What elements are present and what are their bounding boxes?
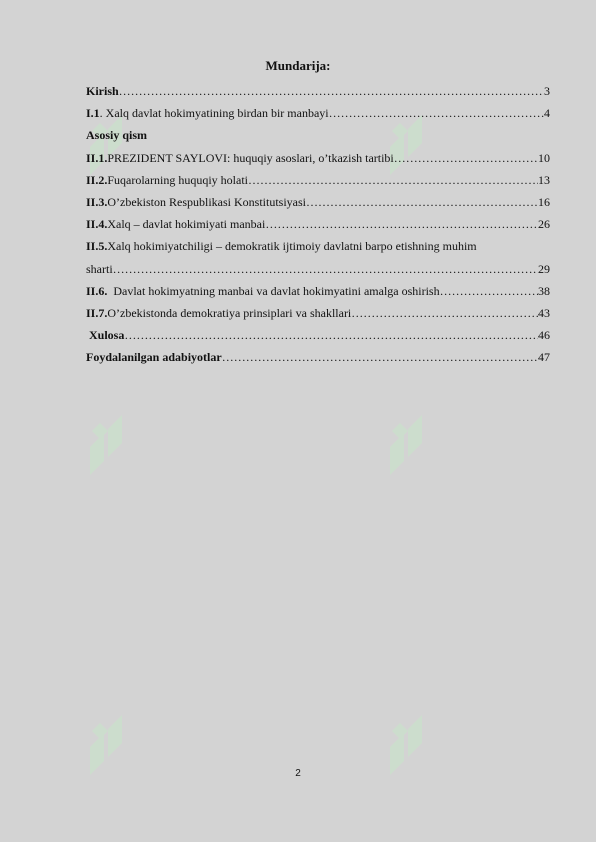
toc-leader-dots bbox=[306, 191, 538, 213]
toc-leader-dots bbox=[329, 102, 544, 124]
toc-entry-page: 46 bbox=[538, 328, 550, 343]
toc-entry-page: 3 bbox=[544, 84, 550, 98]
toc-entry-label: Davlat hokimyatning manbai va davlat hokimyatini amalga oshirish bbox=[107, 283, 440, 298]
toc-entry-number: II.6. bbox=[86, 283, 108, 298]
toc-entry-label: Foydalanilgan adabiyotlar bbox=[86, 350, 222, 365]
toc-entry-page: 13 bbox=[538, 172, 550, 187]
toc-leader-dots bbox=[265, 213, 538, 235]
toc-title: Mundarija: bbox=[265, 58, 331, 73]
toc-entry-label: Kirish bbox=[86, 84, 119, 98]
toc-entry-continuation[interactable] bbox=[86, 258, 550, 280]
toc-entry[interactable] bbox=[86, 102, 550, 124]
toc-entry[interactable] bbox=[86, 147, 550, 169]
toc-entry[interactable] bbox=[86, 213, 550, 235]
toc-entry[interactable] bbox=[86, 80, 550, 102]
toc-entry-label: . Xalq davlat hokimyatining birdan bir manbayi bbox=[99, 106, 329, 121]
toc-entry-label: Xalq hokimiyatchiligi – demokratik ijtimoiy davlatni barpo etishning muhim bbox=[107, 239, 477, 254]
toc-entry-page: 4 bbox=[544, 106, 550, 121]
toc-entry-number: II.3. bbox=[86, 195, 108, 210]
toc-leader-dots bbox=[119, 80, 544, 102]
toc-entry-label: Xulosa bbox=[89, 328, 125, 343]
toc-entry[interactable] bbox=[86, 169, 550, 191]
soff-watermark-logo bbox=[370, 355, 520, 505]
toc-entry-number: II.5. bbox=[86, 239, 108, 254]
toc-leader-dots bbox=[248, 169, 538, 191]
toc-entry-page: 29 bbox=[538, 261, 550, 276]
soff-watermark-logo bbox=[70, 355, 220, 505]
toc-leader-dots bbox=[113, 258, 538, 280]
soff-watermark-logo bbox=[370, 655, 520, 805]
toc-entry[interactable] bbox=[86, 302, 550, 324]
toc-entry[interactable] bbox=[86, 235, 550, 257]
toc-entry[interactable] bbox=[86, 191, 550, 213]
toc-entry-label: Fuqarolarning huquqiy holati bbox=[107, 172, 248, 187]
toc-leader-dots bbox=[440, 280, 538, 302]
toc-entry-page: 43 bbox=[538, 306, 550, 321]
toc-entry-number: II.1. bbox=[86, 150, 108, 165]
toc-leader-dots bbox=[222, 346, 538, 368]
toc-entry-label: Xalq – davlat hokimiyati manbai bbox=[107, 217, 266, 232]
toc-leader-dots bbox=[394, 147, 538, 169]
toc-entry-page: 16 bbox=[538, 195, 550, 210]
toc-section-heading bbox=[86, 124, 550, 146]
table-of-contents bbox=[86, 80, 550, 369]
toc-entry-label: PREZIDENT SAYLOVI: huquqiy asoslari, o’tkazish tartibi bbox=[107, 150, 394, 165]
soff-watermark-logo bbox=[70, 655, 220, 805]
toc-entry-label: O’zbekistonda demokratiya prinsiplari va shakllari bbox=[107, 306, 352, 321]
toc-entry-number: I.1 bbox=[86, 106, 100, 121]
toc-section-label: Asosiy qism bbox=[86, 128, 148, 143]
toc-entry-page: 38 bbox=[538, 283, 550, 298]
toc-entry-number: II.2. bbox=[86, 172, 108, 187]
toc-entry[interactable] bbox=[86, 324, 550, 346]
toc-entry[interactable] bbox=[86, 346, 550, 368]
toc-entry-label: sharti bbox=[86, 261, 113, 276]
toc-entry[interactable] bbox=[86, 280, 550, 302]
toc-entry-page: 47 bbox=[538, 350, 550, 365]
toc-entry-number: II.4. bbox=[86, 217, 108, 232]
toc-entry-number: II.7. bbox=[86, 306, 108, 321]
toc-entry-page: 10 bbox=[538, 150, 550, 165]
toc-leader-dots bbox=[124, 324, 538, 346]
toc-entry-label: O’zbekiston Respublikasi Konstitutsiyasi bbox=[107, 195, 306, 210]
toc-leader-dots bbox=[351, 302, 538, 324]
page-number: 2 bbox=[295, 768, 301, 779]
toc-entry-page: 26 bbox=[538, 217, 550, 232]
